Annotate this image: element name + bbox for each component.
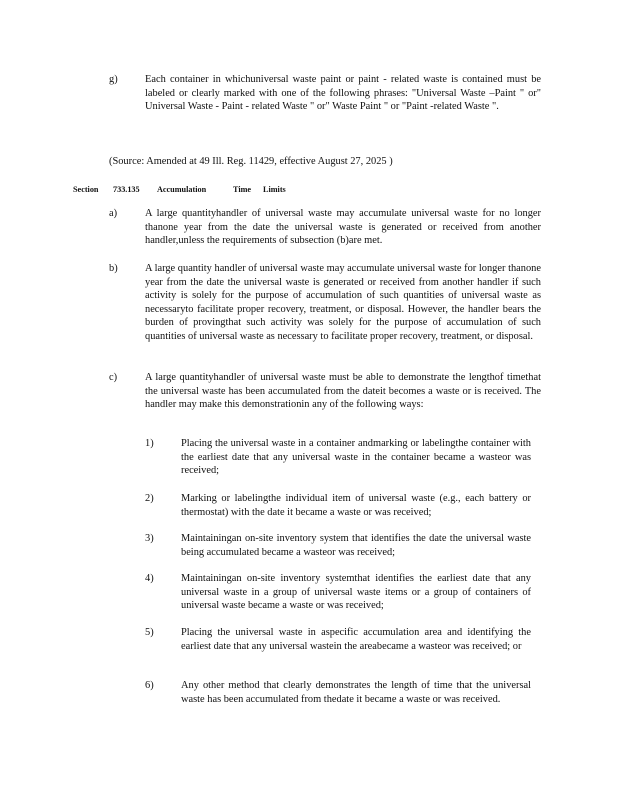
subparagraph-1-text: Placing the universal waste in a container andmarking or labelingthe container with the earliest date that any universal waste in the container became a wasteor was received; [181, 438, 531, 477]
subparagraph-3 [0, 532, 618, 564]
subparagraph-5 [0, 626, 618, 671]
paragraph-g-marker: g) [109, 74, 118, 85]
section-number: 733.135 [113, 185, 140, 194]
subparagraph-3-text: Maintainingan on-site inventory system that identifies the date the universal waste being accumulated became a wasteor was received; [181, 533, 531, 558]
subparagraph-3-marker: 3) [145, 533, 154, 544]
subparagraph-1 [0, 437, 618, 482]
paragraph-a-marker: a) [109, 208, 118, 219]
subparagraph-4-marker: 4) [145, 573, 154, 584]
paragraph-a-text: A large quantityhandler of universal waste may accumulate universal waste for no longer thanone year from the date the universal waste is generated or received from another handler,unless the requirements of subsection (b)are met. [145, 208, 541, 247]
paragraph-b-marker: b) [109, 263, 118, 274]
paragraph-c [0, 371, 618, 429]
paragraph-c-marker: c) [109, 372, 118, 383]
paragraph-g [0, 73, 618, 133]
subparagraph-1-marker: 1) [145, 438, 154, 449]
subparagraph-2-text: Marking or labelingthe individual item of universal waste (e.g., each battery or thermostat) with the date it became a waste or was received; [181, 493, 531, 518]
subparagraph-4 [0, 572, 618, 617]
subparagraph-6-marker: 6) [145, 680, 154, 691]
subparagraph-2-marker: 2) [145, 493, 154, 504]
section-title-word-1: Accumulation [157, 185, 207, 194]
subparagraph-5-text: Placing the universal waste in aspecific accumulation area and identifying the earliest date that any universal wastein the areabecame a wasteor was received; or [181, 627, 531, 652]
section-heading [0, 183, 618, 195]
section-label: Section [73, 185, 99, 194]
subparagraph-2 [0, 492, 618, 524]
section-title-word-2: Time [233, 185, 252, 194]
paragraph-g-text: Each container in whichuniversal waste paint or paint - related waste is contained must be labeled or clearly marked with one of the following phrases: "Universal Waste –Paint " or" Universal Waste - Paint - related Waste " or" Waste Paint " or "Paint -related Waste ". [145, 74, 541, 113]
subparagraph-6-text: Any other method that clearly demonstrates the length of time that the universal waste has been accumulated from thedate it became a waste or was received. [181, 680, 531, 705]
subparagraph-4-text: Maintainingan on-site inventory systemthat identifies the earliest date that any universal waste in a group of universal waste items or a group of containers of universal waste became a waste or was received; [181, 573, 531, 612]
subparagraph-5-marker: 5) [145, 627, 154, 638]
paragraph-c-text: A large quantityhandler of universal waste must be able to demonstrate the lengthof timethat the universal waste has been accumulated from the dateit becomes a waste or is received. The handler may make this demonstrationin any of the following ways: [145, 372, 541, 411]
paragraph-b [0, 262, 618, 362]
source-note: (Source: Amended at 49 Ill. Reg. 11429, effective August 27, 2025 ) [109, 156, 393, 167]
paragraph-b-text: A large quantity handler of universal waste may accumulate universal waste for longer thanone year from the date the universal waste is generated or received from another handler if such activity is solely for the purpose of accumulation of such quantities of universal waste as necessaryto facilitate proper recovery, treatment, or disposal. However, the handler bears the burden of provingthat such activity was solely for the purpose of accumulation of such quantities of universal waste as necessary to facilitate proper recovery, treatment, or disposal. [145, 263, 541, 342]
subparagraph-6 [0, 679, 618, 724]
section-title-word-3: Limits [263, 185, 286, 194]
paragraph-a [0, 207, 618, 252]
